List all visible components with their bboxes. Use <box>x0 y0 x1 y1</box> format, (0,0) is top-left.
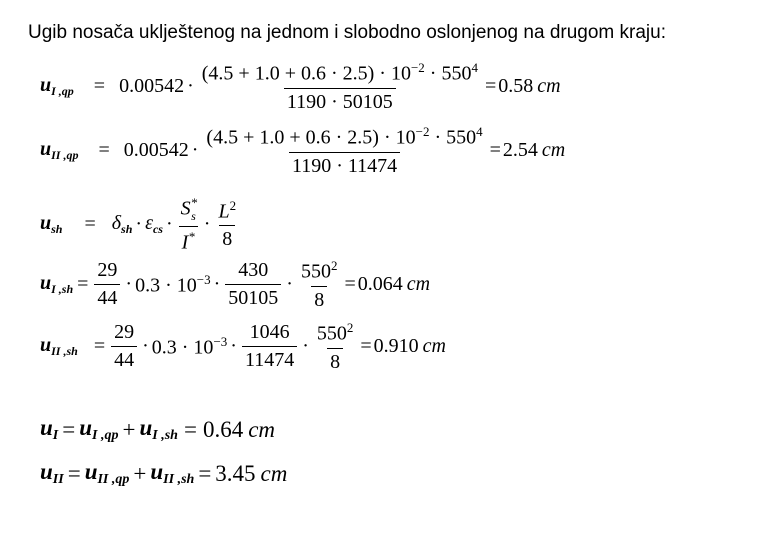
equation-u2-total: $u_{II}$ = $u_{II ,qp}$ + $u_{II ,sh}$ = 3.45 cm <box>40 459 288 487</box>
eq7-lhs: $u_{II}$ <box>40 459 64 487</box>
eq1-result: 0.58 <box>498 75 534 98</box>
eq5-lhs: $u_{II ,sh}$ <box>40 334 78 359</box>
equation-u2-sh: $u_{II ,sh}$ = $\frac{29}{44}$ · $0.3 \cdot 10^{-3}$ · $\frac{1046}{11474}$ · $\frac{550^2}{8}$ = 0.910 cm <box>40 320 446 373</box>
eq3-fraction-s-i: $\frac{S^*_s}{I^*}$ <box>180 195 198 254</box>
eq5-unit: cm <box>422 335 446 358</box>
page-title: Ugib nosača uklještenog na jednom i slobodno oslonjenog na drugom kraju: <box>28 22 666 43</box>
eq4-fraction-29-44: $\frac{29}{44}$ <box>94 259 120 310</box>
eq1-unit: cm <box>537 75 561 98</box>
eq5-result: 0.910 <box>373 335 419 358</box>
eq1-fraction: $\frac{(4.5 + 1.0 + 0.6 \cdot 2.5) \cdot 10^{-2} \cdot 550^4}{1190 \cdot 50105}$ <box>201 60 478 113</box>
eq2-coef: 0.00542 <box>123 139 189 162</box>
equation-u1-qp: $u_{I ,qp}$ = 0.00542 · $\frac{(4.5 + 1.0 + 0.6 \cdot 2.5) \cdot 10^{-2} \cdot 550^4}{1190 \cdot 50105}$ = 0.58 cm <box>40 60 561 113</box>
eq4-fraction-550: $\frac{550^2}{8}$ <box>300 258 338 311</box>
eq3-delta: $\delta_{sh}$ <box>111 212 133 237</box>
eq2-result: 2.54 <box>502 139 538 162</box>
equation-u2-qp: $u_{II ,qp}$ = 0.00542 · $\frac{(4.5 + 1.0 + 0.6 \cdot 2.5) \cdot 10^{-2} \cdot 550^4}{1190 \cdot 11474}$ = 2.54 cm <box>40 124 566 177</box>
equation-u1-total: $u_I$ = $u_{I ,qp}$ + $u_{I ,sh}$ = 0.64 cm <box>40 415 276 443</box>
eq4-lhs: $u_{I ,sh}$ <box>40 272 74 297</box>
eq1-lhs: $u_{I ,qp}$ <box>40 74 74 99</box>
eq3-epsilon: $\varepsilon_{cs}$ <box>145 212 163 237</box>
eq4-unit: cm <box>406 273 431 296</box>
eq1-coef: 0.00542 <box>119 75 185 98</box>
eq7-unit: cm <box>260 460 288 486</box>
eq2-unit: cm <box>541 139 566 162</box>
eq5-fraction-550: $\frac{550^2}{8}$ <box>316 320 354 373</box>
eq2-fraction: $\frac{(4.5 + 1.0 + 0.6 \cdot 2.5) \cdot 10^{-2} \cdot 550^4}{1190 \cdot 11474}$ <box>206 124 483 177</box>
equation-u1-sh: $u_{I ,sh}$ = $\frac{29}{44}$ · $0.3 \cdot 10^{-3}$ · $\frac{430}{50105}$ · $\frac{550^2}{8}$ = 0.064 cm <box>40 258 431 311</box>
eq2-lhs: $u_{II ,qp}$ <box>40 138 79 163</box>
eq7-term1: $u_{II ,qp}$ <box>84 459 130 487</box>
eq5-fraction-1046: $\frac{1046}{11474}$ <box>242 321 297 372</box>
eq6-unit: cm <box>248 416 276 442</box>
eq6-lhs: $u_I$ <box>40 415 59 443</box>
eq4-mid: $0.3 \cdot 10^{-3}$ <box>135 272 211 297</box>
eq6-result: 0.64 <box>202 416 244 442</box>
eq4-fraction-430: $\frac{430}{50105}$ <box>225 259 281 310</box>
eq7-term2: $u_{II ,sh}$ <box>150 459 195 487</box>
eq4-result: 0.064 <box>357 273 403 296</box>
eq3-lhs: $u_{sh}$ <box>40 212 63 237</box>
eq3-fraction-l-8: $\frac{L^2}{8}$ <box>218 197 237 251</box>
equation-u-sh: $u_{sh}$ = $\delta_{sh}$ · $\varepsilon_{cs}$ · $\frac{S^*_s}{I^*}$ · $\frac{L^2}{8}$ <box>40 195 241 254</box>
eq5-fraction-29-44: $\frac{29}{44}$ <box>111 321 137 372</box>
eq7-result: 3.45 <box>215 460 256 486</box>
eq6-term1: $u_{I ,qp}$ <box>79 415 119 443</box>
eq6-term2: $u_{I ,sh}$ <box>139 415 178 443</box>
eq5-mid: $0.3 \cdot 10^{-3}$ <box>151 334 228 359</box>
